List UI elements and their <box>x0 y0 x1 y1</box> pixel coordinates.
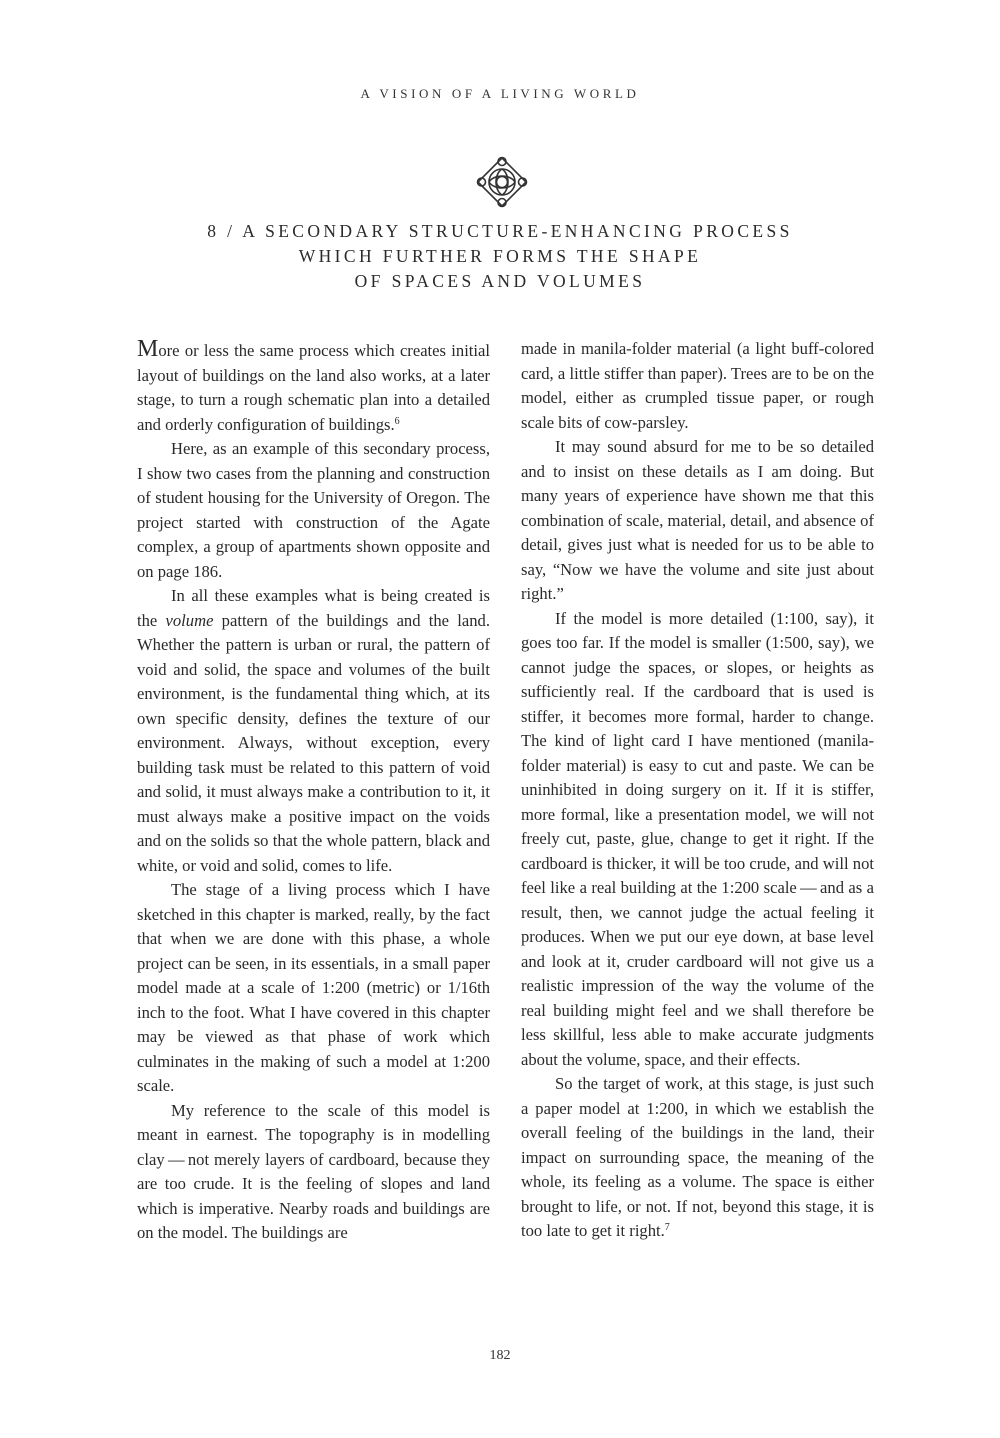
footnote-ref: 6 <box>394 415 400 427</box>
paragraph-text: In all these examples what is being created is the <box>137 586 490 630</box>
celtic-knot-ornament-icon <box>474 154 530 210</box>
chapter-title-line: 8 / A SECONDARY STRUCTURE-ENHANCING PROCESS <box>207 221 793 241</box>
paragraph <box>521 1072 874 1244</box>
emphasis: volume <box>165 610 214 630</box>
paragraph-text: pattern of the buildings and the land. Whether the pattern is urban or rural, the pattern of void and solid, the space and volumes of the built environment, is the fundamental thing which, at its own specific density, defines the texture of our environment. Always, without exception, every building task must be related to this pattern of void and solid, it must always make a contribution to it, it must always make a positive impact on the voids and on the solids so that the whole pattern, black and white, or void and solid, comes to life. <box>137 610 490 875</box>
chapter-title <box>100 219 900 294</box>
chapter-title-line: WHICH FURTHER FORMS THE SHAPE <box>298 246 702 266</box>
paragraph-text: So the target of work, at this stage, is just such a paper model at 1:200, in which we establish the overall feeling of the buildings in the land, their impact on surrounding space, the meaning of the whole, its feeling as a volume. The space is either brought to life, or not. If not, beyond this stage, it is too late to get it right. <box>521 1074 874 1240</box>
drop-cap: M <box>137 336 159 362</box>
paragraph: My reference to the scale of this model is meant in earnest. The topography is in modelling clay — not merely layers of cardboard, because they are too crude. It is the feeling of slopes and land which is imperative. Nearby roads and buildings are on the model. The buildings are <box>137 1100 490 1242</box>
right-column <box>521 337 874 1244</box>
paragraph: It may sound absurd for me to be so detailed and to insist on these details as I am doing. But many years of experience have shown me that this combination of scale, material, detail, and absence of detail, gives just what is needed for us to be able to say, “Now we have the volume and site just about right.” <box>521 437 874 603</box>
footnote-ref: 7 <box>664 1222 670 1233</box>
paragraph: The stage of a living process which I have sketched in this chapter is marked, really, by the fact that when we are done with this phase, a whole project can be seen, in its essentials, in a small paper model made at a scale of 1:200 (metric) or 1/16th inch to the foot. What I have covered in this chapter may be viewed as that phase of work which culminates in the making of such a model at 1:200 scale. <box>137 880 490 1095</box>
paragraph-text: ore or less the same process which creates initial layout of buildings on the land also works, at a later stage, to turn a rough schematic plan into a detailed and orderly configuration of buildings. <box>137 341 490 434</box>
left-column <box>137 337 490 1246</box>
paragraph <box>137 584 490 878</box>
paragraph: Here, as an example of this secondary process, I show two cases from the planning and construction of student housing for the University of Oregon. The project started with construction of the Agate complex, a group of apartments shown opposite and on page 186. <box>137 439 490 581</box>
running-head: A VISION OF A LIVING WORLD <box>360 86 640 101</box>
paragraph: If the model is more detailed (1:100, say), it goes too far. If the model is smaller (1:500, say), we cannot judge the spaces, or slopes, or heights as sufficiently real. If the cardboard that is used is stiffer, it becomes more formal, harder to change. The kind of light card I have mentioned (manila-folder material) is easy to cut and paste. We can be uninhibited in doing surgery on it. If it is stiffer, more formal, like a presentation model, we will not freely cut, paste, glue, change to get it right. If the cardboard is thicker, it will be too crude, and will not feel like a real building at the 1:200 scale — and as a result, then, we cannot judge the actual feeling it produces. When we put our eye down, at base level and look at it, cruder cardboard will not give us a realistic impression of the way the volume of the real building might feel and we shall therefore be less skillful, less able to make accurate judgments about the volume, space, and their effects. <box>521 608 874 1069</box>
paragraph <box>137 337 490 437</box>
chapter-title-line: OF SPACES AND VOLUMES <box>354 271 646 291</box>
paragraph: made in manila-folder material (a light buff-colored card, a little stiffer than paper). Trees are to be on the model, either as crumpled tissue paper, or rough scale bits of cow-parsley. <box>521 339 874 432</box>
page-number: 182 <box>489 1348 511 1363</box>
